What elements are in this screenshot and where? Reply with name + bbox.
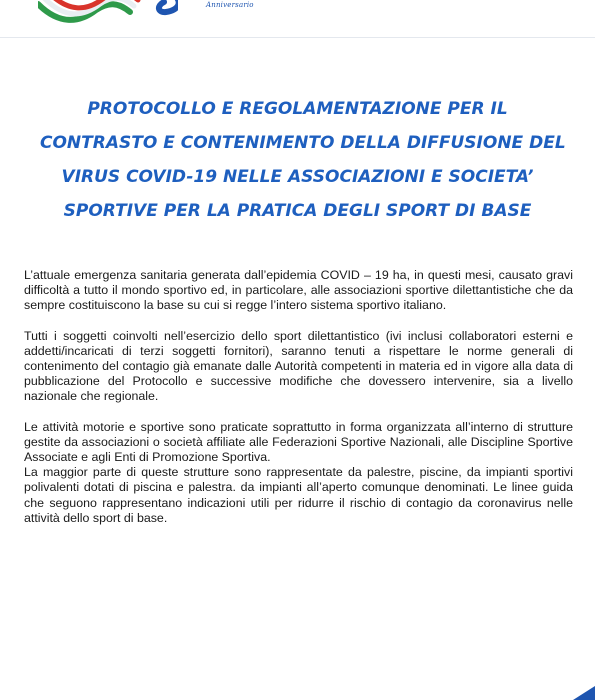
title-line: CONTRASTO E CONTENIMENTO DELLA DIFFUSIONE DEL xyxy=(40,133,566,153)
italian-flag-ribbon-logo xyxy=(38,0,178,26)
paragraph: Tutti i soggetti coinvolti nell’esercizio dello sport dilettantistico (ivi inclusi collaboratori esterni e addetti/incaricati di terzi soggetti fornitori), saranno tenuti a rispettare le norme generali di contenimento del contagio già emanate dalle Autorità competenti in materia ed in vigore alla data di pubblicazione del Protocollo e successive modifiche che dovessero intervenire, sia a livello nazionale che regionale. xyxy=(24,328,573,404)
title-line: VIRUS COVID-19 NELLE ASSOCIAZIONI E SOCIETA’ xyxy=(61,167,534,187)
header-divider xyxy=(0,37,595,38)
corner-decoration xyxy=(573,686,595,700)
document-title xyxy=(40,92,566,228)
anniversary-label: Anniversario xyxy=(206,1,254,9)
header xyxy=(0,0,595,40)
paragraph: La maggior parte di queste strutture sono rappresentate da palestre, piscine, da impianti sportivi polivalenti dotati di piscina e palestra. da impianti all’aperto comunque denominati. Le linee guida che seguono rappresentano indicazioni utili per ridurre il rischio di contagio da coronavirus nelle attività dello sport di base. xyxy=(24,465,573,525)
title-line: PROTOCOLLO E REGOLAMENTAZIONE PER IL xyxy=(87,99,508,119)
document-body xyxy=(24,268,573,541)
paragraph: Le attività motorie e sportive sono praticate soprattutto in forma organizzata all’interno di strutture gestite da associazioni o società affiliate alle Federazioni Sportive Nazionali, alle Discipline Sportive Associate e agli Enti di Promozione Sportiva. xyxy=(24,419,573,465)
title-line: SPORTIVE PER LA PRATICA DEGLI SPORT DI BASE xyxy=(63,201,532,221)
paragraph: L’attuale emergenza sanitaria generata dall’epidemia COVID – 19 ha, in questi mesi, causato gravi difficoltà a tutto il mondo sportivo ed, in particolare, alle associazioni sportive dilettantistiche che da sempre costituiscono la base su cui si regge l’intero sistema sportivo italiano. xyxy=(24,268,573,313)
